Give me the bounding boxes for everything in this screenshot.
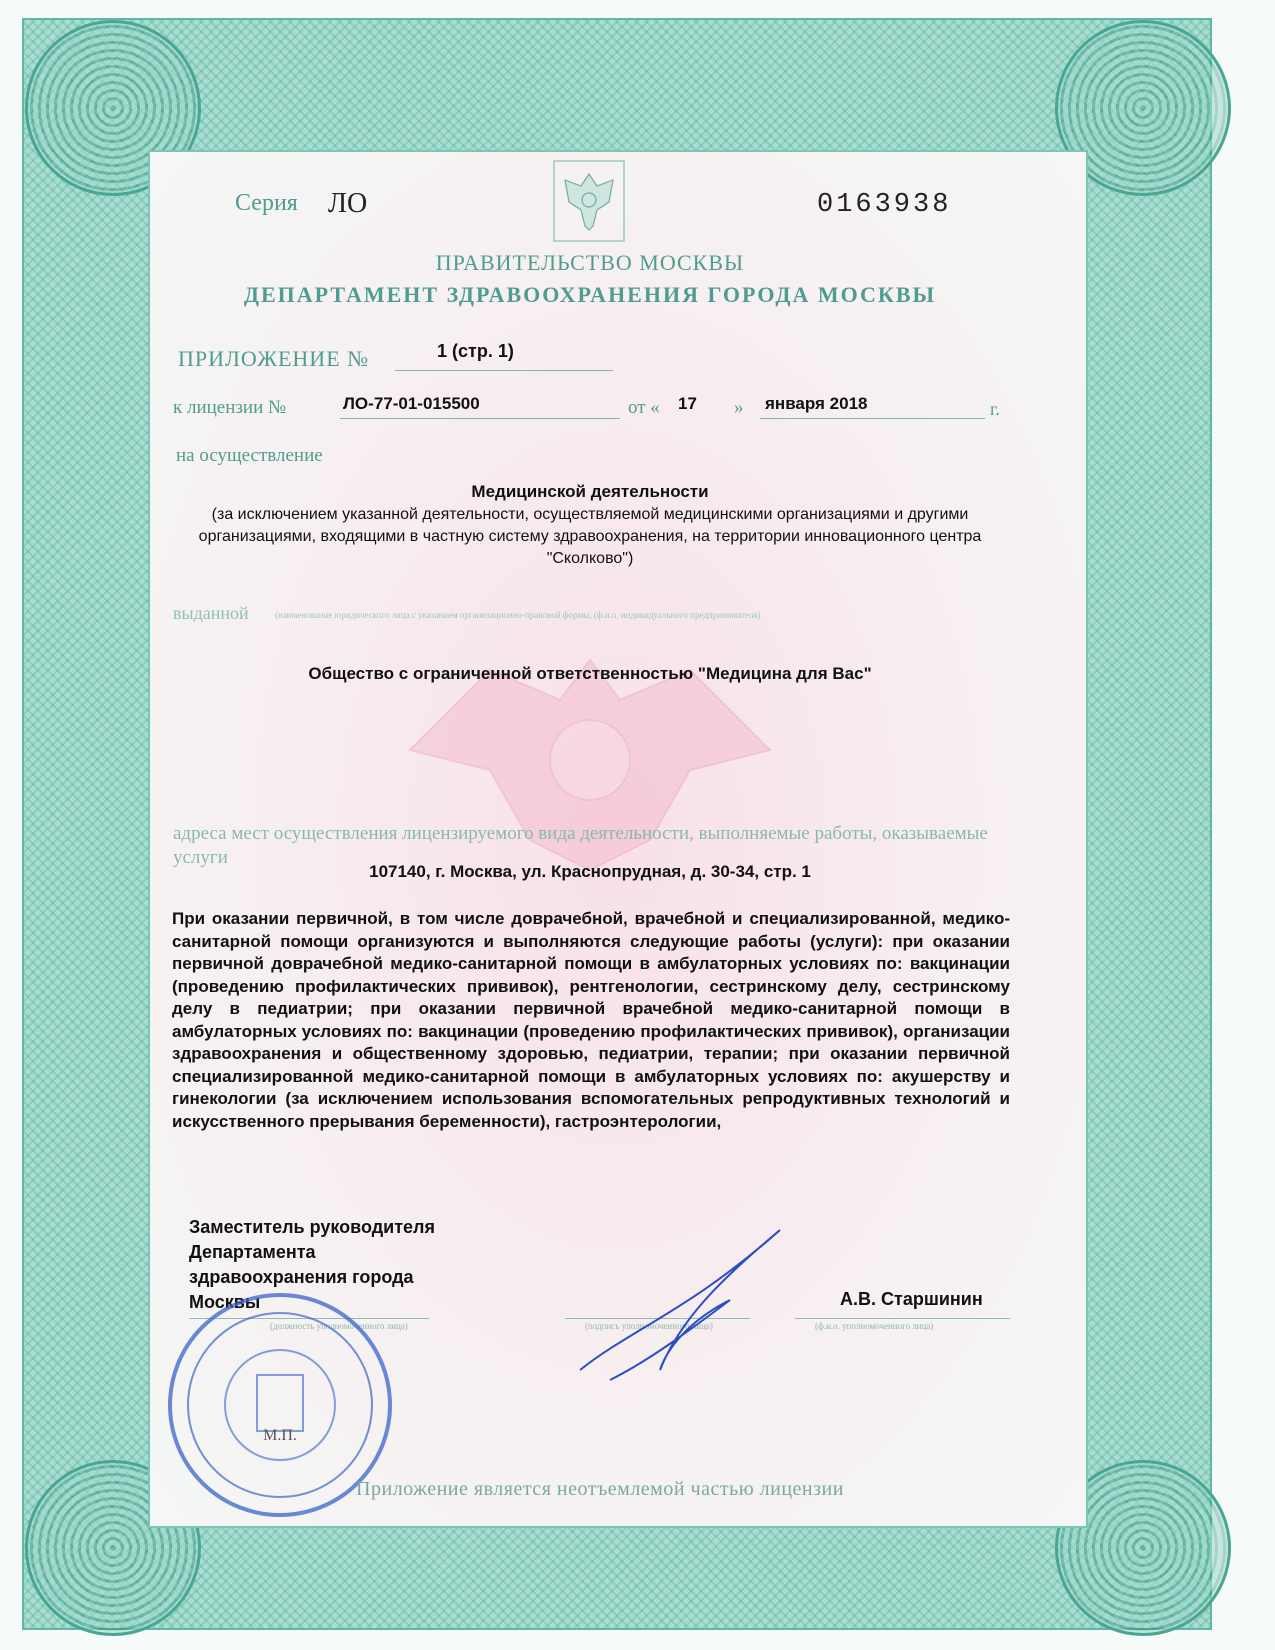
- underline: [795, 1318, 1010, 1319]
- quote-close: »: [734, 397, 744, 418]
- form-number: 0163938: [817, 190, 952, 220]
- coat-of-arms-icon: [553, 160, 625, 242]
- underline: [395, 370, 613, 371]
- department-title: ДЕПАРТАМЕНТ ЗДРАВООХРАНЕНИЯ ГОРОДА МОСКВЫ: [243, 282, 937, 307]
- government-title: ПРАВИТЕЛЬСТВО МОСКВЫ: [435, 250, 745, 275]
- address-label: адреса мест осуществления лицензируемого вида деятельности, выполняемые работы, оказываемые услуги: [173, 823, 988, 868]
- address-value: 107140, г. Москва, ул. Краснопрудная, д. 30-34, стр. 1: [369, 862, 811, 881]
- date-from-label: от «: [628, 397, 660, 418]
- position-hint: (должность уполномоченного лица): [270, 1321, 408, 1331]
- signatory-title-line: Департамента: [189, 1242, 316, 1262]
- underline: [340, 418, 620, 419]
- signatory-title-line: здравоохранения города: [189, 1267, 414, 1287]
- signatory-title-line: Заместитель руководителя: [189, 1217, 435, 1237]
- activity-name: Медицинской деятельности: [471, 482, 709, 501]
- signatory-title-line: Москвы: [189, 1292, 261, 1312]
- services-text: При оказании первичной, в том числе доврачебной, врачебной и специализированной, медико-санитарной помощи организуются и выполняются следующие работы (услуги): при оказании первичной доврачебной медико-санитарной помощи в амбулаторных условиях по: вакцинации (проведению профилактических прививок), рентгенологии, сестринскому делу, сестринскому делу в педиатрии; при оказании первичной врачебной медико-санитарной помощи в амбулаторных условиях по: вакцинации (проведению профилактических прививок), организации здравоохранения и общественному здоровью, педиатрии, терапии; при оказании первичной специализированной медико-санитарной помощи в амбулаторных условиях по: акушерству и гинекологии (за исключением использования вспомогательных репродуктивных технологий и искусственного прерывания беременности), гастроэнтерологии,: [172, 909, 1010, 1131]
- appendix-label: ПРИЛОЖЕНИЕ №: [178, 346, 370, 371]
- footer-note: Приложение является неотъемлемой частью лицензии: [356, 1478, 844, 1500]
- underline: [760, 418, 985, 419]
- license-label: к лицензии №: [173, 397, 287, 418]
- issued-hint: (наименование юридического лица с указанием организационно-правовой формы, (ф.и.о. индивидуального предпринимателя): [275, 610, 761, 620]
- name-hint: (ф.и.о. уполномоченного лица): [815, 1321, 934, 1331]
- activity-label: на осуществление: [176, 445, 323, 466]
- signature-hint: (подпись уполномоченного лица): [585, 1321, 713, 1331]
- series-value: ЛО: [328, 188, 368, 219]
- svg-text:М.П.: М.П.: [263, 1427, 297, 1444]
- activity-note: (за исключением указанной деятельности, осуществляемой медицинскими организациями и другими организациями, входящими в частную систему здравоохранения, на территории инновационного центра "Сколково"): [198, 506, 982, 567]
- license-day: 17: [678, 394, 697, 413]
- signatory-name: А.В. Старшинин: [840, 1289, 983, 1309]
- issued-label: выданной: [173, 603, 249, 623]
- year-suffix: г.: [990, 399, 1000, 419]
- license-number: ЛО-77-01-015500: [343, 394, 480, 413]
- organization-name: Общество с ограниченной ответственностью "Медицина для Вас": [308, 664, 872, 683]
- handwritten-signature-icon: [570, 1220, 800, 1390]
- series-label: Серия: [235, 190, 298, 216]
- appendix-number: 1 (стр. 1): [437, 341, 514, 361]
- license-month-year: января 2018: [765, 394, 868, 413]
